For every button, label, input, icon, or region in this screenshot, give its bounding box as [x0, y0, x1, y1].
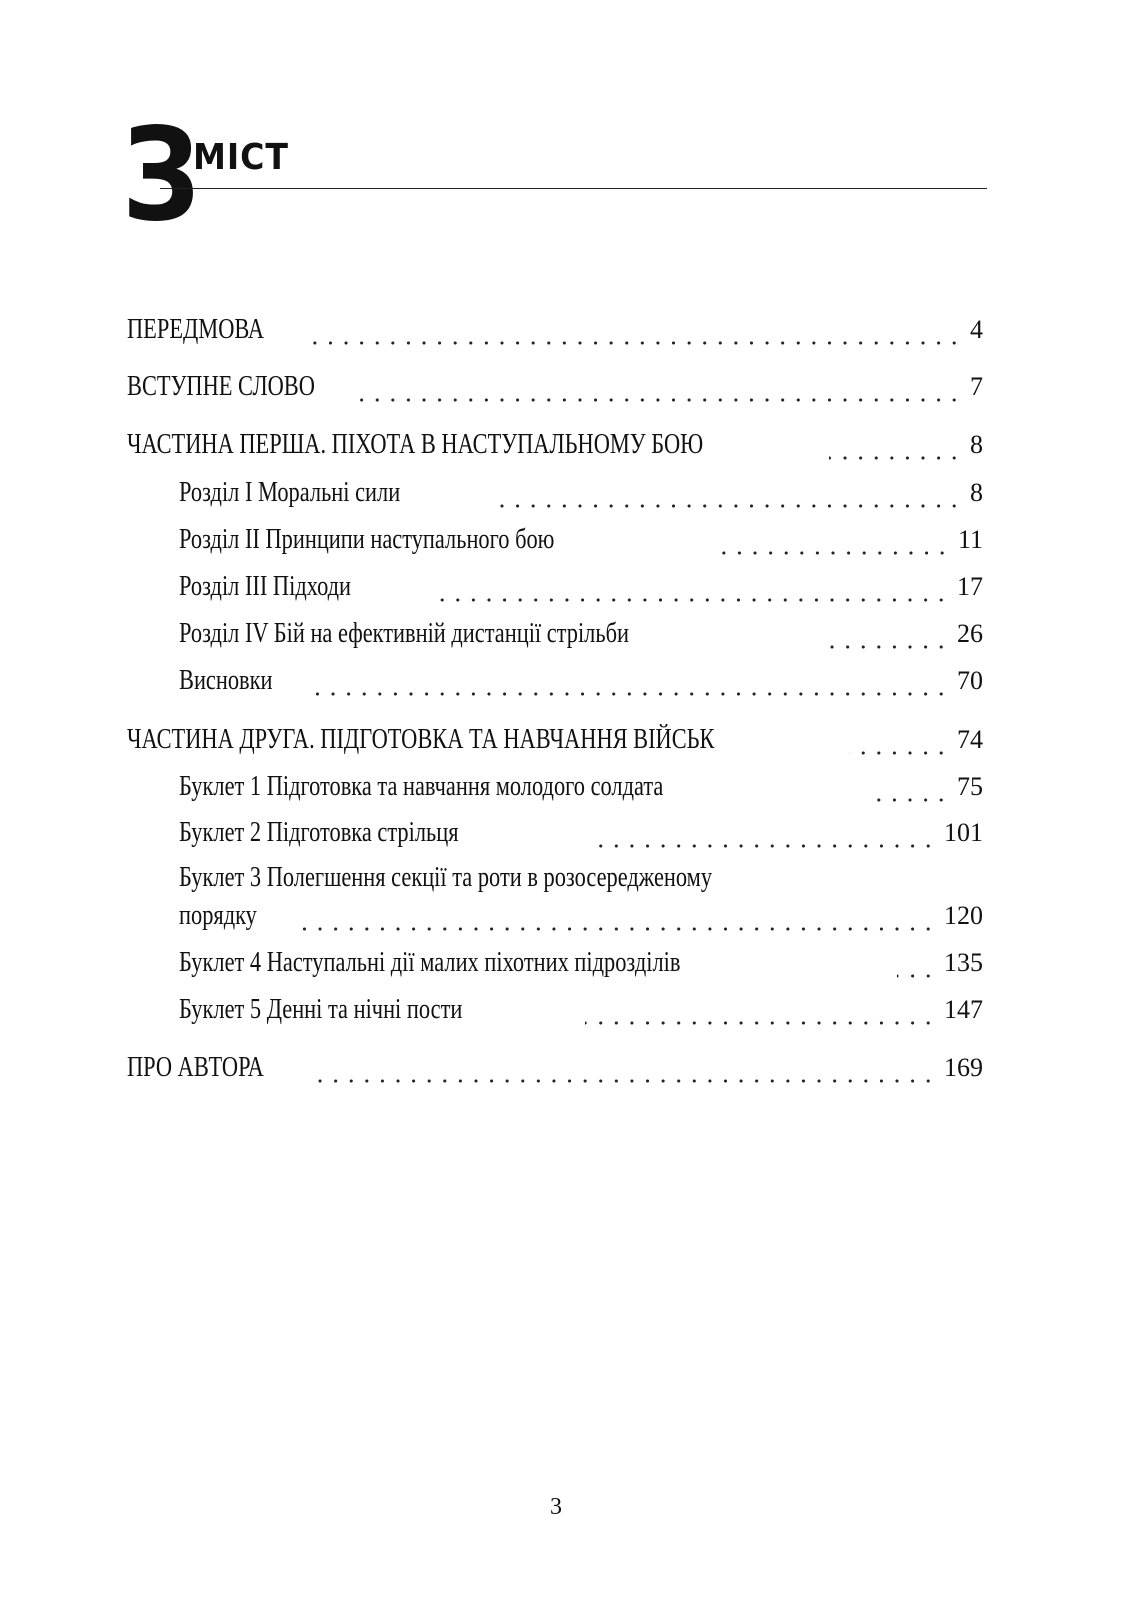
toc-entry[interactable] — [179, 897, 983, 933]
toc-entry[interactable] — [127, 311, 983, 347]
toc-entry-page: 26 — [957, 619, 983, 648]
toc-entry-title: ВСТУПНЕ СЛОВО — [127, 371, 315, 402]
toc-entry-page: 101 — [944, 818, 983, 847]
toc-entry-page: 75 — [957, 772, 983, 801]
toc-entry-page: 7 — [970, 372, 983, 401]
toc-entry[interactable] — [179, 615, 983, 651]
toc-entry[interactable] — [127, 368, 983, 404]
toc-entry[interactable] — [179, 944, 983, 980]
dot-leader — [829, 428, 962, 462]
dot-leader — [305, 313, 962, 347]
toc-entry-page: 11 — [957, 525, 983, 554]
toc-entry-title: Розділ IV Бій на ефективній дистанції стрільби — [179, 618, 629, 649]
toc-entry-title: Розділ ІІ Принципи наступального бою — [179, 524, 555, 555]
toc-entry-page: 74 — [957, 725, 983, 754]
dot-leader — [315, 664, 949, 698]
toc-entry[interactable] — [179, 568, 983, 604]
toc-entry-title: Буклет 1 Підготовка та навчання молодого солдата — [179, 771, 664, 802]
toc-entry-page: 17 — [957, 572, 983, 601]
page-number: 3 — [550, 1494, 562, 1520]
toc-entry-title: ПЕРЕДМОВА — [127, 314, 265, 345]
toc-entry[interactable] — [179, 814, 983, 850]
toc-entry-title: Буклет 4 Наступальні дії малих піхотних підрозділів — [179, 947, 681, 978]
toc-entry-title: порядку — [179, 900, 257, 931]
dot-leader — [897, 946, 936, 980]
toc-entry-title: ЧАСТИНА ДРУГА. ПІДГОТОВКА ТА НАВЧАННЯ ВІЙСЬК — [127, 724, 715, 755]
toc-entry-title: Буклет 5 Денні та нічні пости — [179, 994, 463, 1025]
toc-entry-page: 8 — [970, 478, 983, 507]
toc-entry-title: Буклет 2 Підготовка стрільця — [179, 817, 459, 848]
title-divider — [160, 188, 987, 189]
toc-entry-page: 135 — [944, 948, 983, 977]
toc-entry[interactable] — [127, 426, 983, 462]
toc-entry[interactable] — [179, 768, 983, 804]
toc-entry-title: Висновки — [179, 665, 273, 696]
dot-leader — [849, 723, 949, 757]
toc-entry-page: 120 — [944, 901, 983, 930]
toc-entry-page: 147 — [944, 995, 983, 1024]
page-title: МІСТ — [193, 137, 289, 178]
toc-entry-title: Розділ І Моральні сили — [179, 477, 401, 508]
dot-leader — [585, 993, 936, 1027]
toc-entry[interactable] — [127, 721, 983, 757]
toc-entry-title: ПРО АВТОРА — [127, 1052, 264, 1083]
dot-leader — [357, 370, 962, 404]
title-initial: З — [122, 101, 199, 250]
dot-leader — [429, 570, 949, 604]
toc-entry[interactable] — [179, 474, 983, 510]
dot-leader — [295, 899, 936, 933]
dot-leader — [875, 770, 949, 804]
dot-leader — [595, 816, 936, 850]
dot-leader — [821, 617, 949, 651]
toc-entry-title: ЧАСТИНА ПЕРША. ПІХОТА В НАСТУПАЛЬНОМУ БОЮ — [127, 429, 704, 460]
toc-entry-title-line1[interactable]: Буклет 3 Полегшення секції та роти в розосередженому — [179, 862, 713, 893]
toc-entry-page: 4 — [970, 315, 983, 344]
toc-entry-page: 70 — [957, 666, 983, 695]
dot-leader — [493, 476, 962, 510]
toc-entry[interactable] — [179, 521, 983, 557]
toc-entry-title: Розділ ІІІ Підходи — [179, 571, 352, 602]
toc-entry-page: 8 — [970, 430, 983, 459]
toc-entry[interactable] — [179, 662, 983, 698]
toc-entry-page: 169 — [944, 1053, 983, 1082]
dot-leader — [307, 1051, 936, 1085]
toc-entry[interactable] — [127, 1049, 983, 1085]
toc-entry[interactable] — [179, 991, 983, 1027]
dot-leader — [711, 523, 950, 557]
